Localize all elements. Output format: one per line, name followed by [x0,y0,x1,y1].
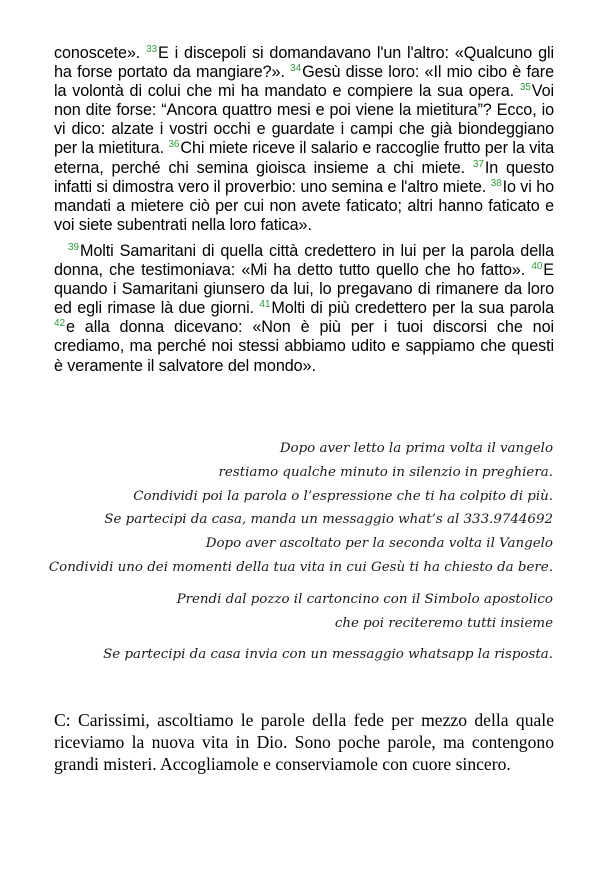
verse-number: 33 [146,44,158,55]
verse-number: 40 [531,261,543,273]
verse-number: 42 [54,318,65,330]
instruction-line: Se partecipi da casa, manda un messaggio what’s al 333.9744692 [104,512,553,528]
instruction-line: Condividi uno dei momenti della tua vita in cui Gesù ti ha chiesto da bere. [48,559,553,575]
verse-number: 41 [259,299,271,311]
verse-text: Molti Samaritani di quella città credettero in lui per la parola della donna, che testimoniava: «Mi ha detto tutto quello che ho fatto». [54,241,554,280]
verse-text: E i discepoli si domandavano l'un l'altro: «Qualcuno gli ha forse portato da mangiare?». [54,44,555,82]
verse-text: Io vi ho mandati a mietere ciò per cui non avete faticato; altri hanno faticato e voi siete subentrati nella loro fatica». [54,177,555,234]
verse-text: e alla donna dicevano: «Non è più per i tuoi discorsi che noi crediamo, ma perché noi stessi abbiamo udito e sappiamo che questi è veramente il salvatore del mondo». [54,318,554,375]
gospel-paragraph-2 [54,242,554,376]
verse-number: 36 [168,139,180,151]
verse-number: 37 [472,158,484,170]
verse-text: Chi miete riceve il salario e raccoglie frutto per la vita eterna, perché chi semina gioisca insieme a chi miete. [54,139,554,177]
instruction-line: che poi reciteremo tutti insieme [334,615,553,631]
verse-text: Gesù disse loro: «Il mio cibo è fare la volontà di colui che mi ha mandato e compiere la sua opera. [54,63,554,101]
verse-number: 34 [290,63,302,75]
instruction-line: Dopo aver ascoltato per la seconda volta il Vangelo [205,536,553,552]
verse-text: E quando i Samaritani giunsero da lui, lo pregavano di rimanere da loro ed egli rimase là due giorni. [54,261,554,318]
instructions-block [30,437,553,667]
instruction-line: Dopo aver letto la prima volta il vangelo [279,441,553,456]
verse-text: Voi non dite forse: “Ancora quattro mesi e poi viene la mietitura”? Ecco, io vi dico: alzate i vostri occhi e guardate i campi che già biondeggiano per la mietitura. [54,82,554,158]
instruction-line: restiamo qualche minuto in silenzio in preghiera. [218,464,553,480]
spacer [30,580,553,588]
verse-text: Molti di più credettero per la sua parola [271,299,554,318]
instruction-line: Se partecipi da casa invia con un messaggio whatsapp la risposta. [103,647,553,663]
gospel-paragraph-1 [54,44,554,235]
celebrant-text: C: Carissimi, ascoltiamo le parole della fede per mezzo della quale riceviamo la nuova vita in Dio. Sono poche parole, ma contengono grandi misteri. Accogliamole e conserviamole con cuore sincero. [54,710,554,774]
spacer [30,635,553,643]
verse-number: 38 [490,177,502,189]
gospel-reading [54,44,554,376]
verse-number: 39 [68,241,79,253]
verse-text: In questo infatti si dimostra vero il proverbio: uno semina e l'altro miete. [54,158,554,196]
instruction-line: Condividi poi la parola o l’espressione che ti ha colpito di più. [133,488,553,504]
instruction-line: Prendi dal pozzo il cartoncino con il Simbolo apostolico [176,591,553,607]
verse-number: 35 [519,82,531,94]
verse-text: conoscete». [54,44,147,62]
